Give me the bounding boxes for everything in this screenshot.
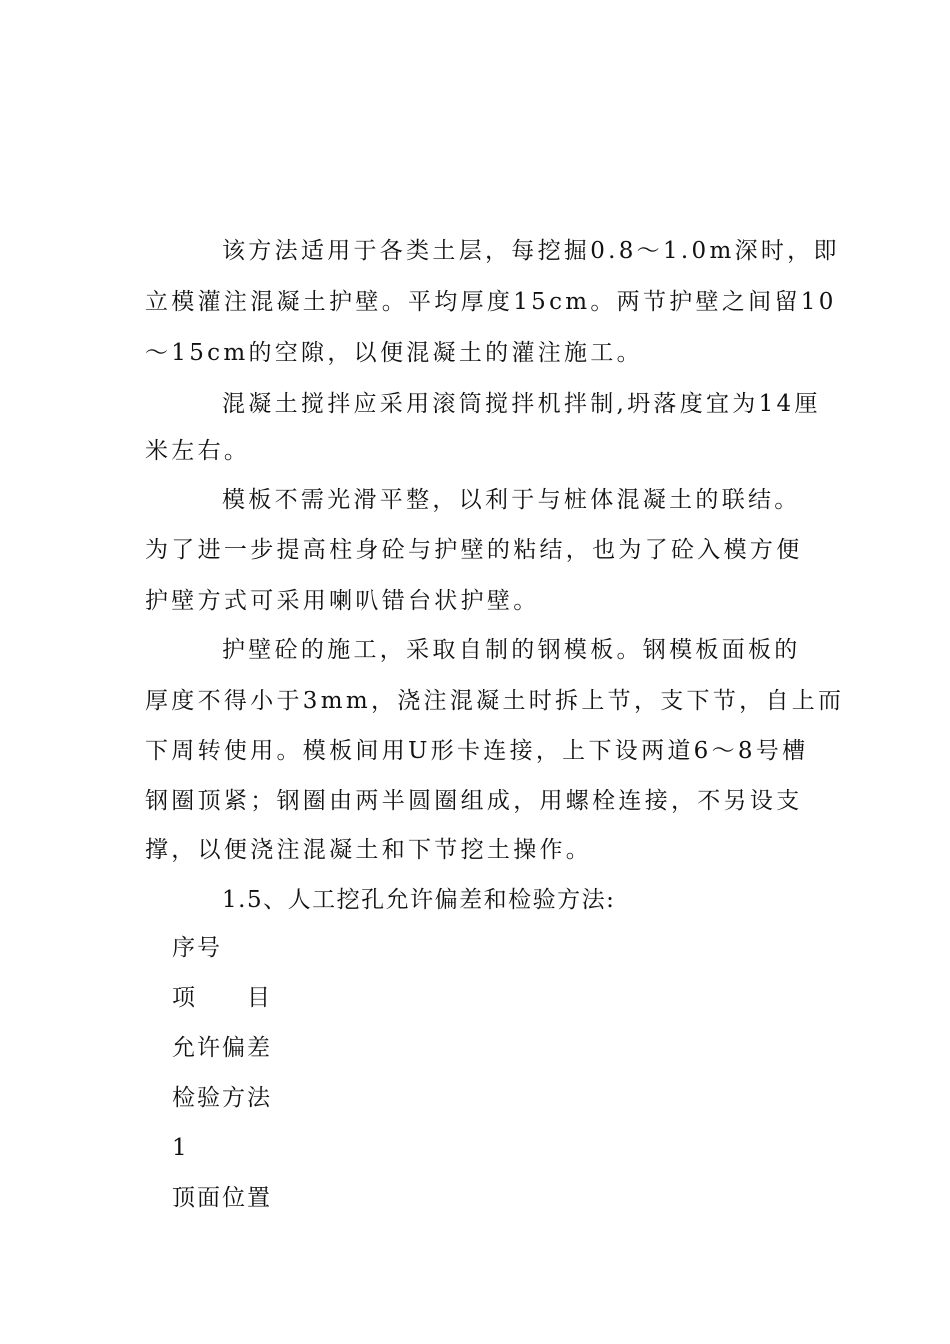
paragraph-4-line-2: 厚度不得小于3mm，浇注混凝土时拆上节，支下节，自上而 bbox=[145, 688, 845, 714]
table-header-item: 项 目 bbox=[172, 985, 272, 1011]
table-header-inspection-method: 检验方法 bbox=[172, 1085, 272, 1111]
paragraph-4-line-1: 护壁砼的施工，采取自制的钢模板。钢模板面板的 bbox=[222, 637, 801, 663]
table-header-sequence: 序号 bbox=[172, 935, 222, 961]
table-cell-row-1-number: 1 bbox=[172, 1135, 189, 1161]
paragraph-3-line-3: 护壁方式可采用喇叭错台状护壁。 bbox=[145, 588, 540, 614]
section-heading: 1.5、人工挖孔允许偏差和检验方法: bbox=[222, 887, 616, 913]
paragraph-1-line-3: ～15cm的空隙，以便混凝土的灌注施工。 bbox=[145, 340, 643, 366]
paragraph-1-line-1: 该方法适用于各类土层，每挖掘0.8～1.0m深时，即 bbox=[222, 238, 840, 264]
table-header-allowed-deviation: 允许偏差 bbox=[172, 1035, 272, 1061]
paragraph-4-line-5: 撑，以便浇注混凝土和下节挖土操作。 bbox=[145, 837, 593, 863]
paragraph-3-line-1: 模板不需光滑平整，以利于与桩体混凝土的联结。 bbox=[222, 487, 801, 513]
paragraph-3-line-2: 为了进一步提高柱身砼与护壁的粘结，也为了砼入模方便 bbox=[145, 537, 803, 563]
paragraph-2-line-2: 米左右。 bbox=[145, 438, 251, 464]
paragraph-4-line-4: 钢圈顶紧；钢圈由两半圆圈组成，用螺栓连接，不另设支 bbox=[145, 788, 803, 814]
paragraph-1-line-2: 立模灌注混凝土护壁。平均厚度15cm。两节护壁之间留10 bbox=[145, 289, 837, 315]
table-cell-row-1-item: 顶面位置 bbox=[172, 1185, 272, 1211]
paragraph-2-line-1: 混凝土搅拌应采用滚筒搅拌机拌制,坍落度宜为14厘 bbox=[222, 391, 821, 417]
paragraph-4-line-3: 下周转使用。模板间用U形卡连接，上下设两道6～8号槽 bbox=[145, 738, 809, 764]
